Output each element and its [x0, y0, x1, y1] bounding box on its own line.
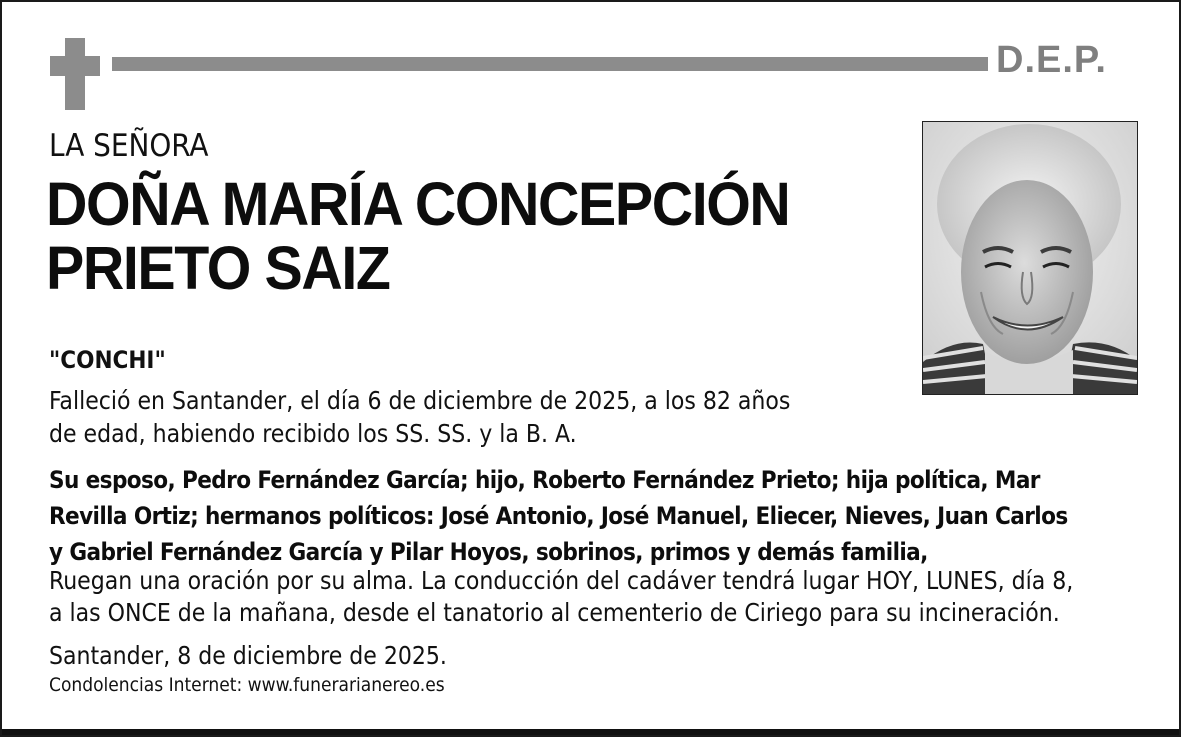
- deceased-intro: LA SEÑORA: [49, 128, 209, 164]
- family-line2: Revilla Ortiz; hermanos políticos: José Antonio, José Manuel, Eliecer, Nieves, Juan Carlos: [49, 502, 1068, 530]
- death-notice-line1: Falleció en Santander, el día 6 de diciembre de 2025, a los 82 años: [49, 386, 791, 415]
- cross-icon: [50, 38, 102, 112]
- dep-label: D.E.P.: [996, 39, 1107, 81]
- service-line1: Ruegan una oración por su alma. La conducción del cadáver tendrá lugar HOY, LUNES, día 8,: [49, 566, 1074, 595]
- bottom-rule: [2, 729, 1179, 735]
- death-notice-line2: de edad, habiendo recibido los SS. SS. y la B. A.: [49, 419, 577, 448]
- family-line3: y Gabriel Fernández García y Pilar Hoyos, sobrinos, primos y demás familia,: [49, 538, 928, 566]
- deceased-name: [46, 172, 789, 300]
- family-line1: Su esposo, Pedro Fernández García; hijo, Roberto Fernández Prieto; hija política, Mar: [49, 466, 1040, 494]
- portrait-photo-graphic: [923, 122, 1137, 394]
- portrait-photo: [922, 121, 1138, 395]
- deceased-name-line1: DOÑA MARÍA CONCEPCIÓN: [46, 170, 790, 238]
- condolences-line: Condolencias Internet: www.funerarianereo.es: [49, 674, 445, 696]
- place-date: Santander, 8 de diciembre de 2025.: [49, 641, 447, 670]
- family-list: [49, 462, 1139, 570]
- deceased-name-line2: PRIETO SAIZ: [46, 234, 390, 302]
- service-line2: a las ONCE de la mañana, desde el tanatorio al cementerio de Ciriego para su incineración.: [49, 598, 1060, 627]
- header-rule: [112, 57, 988, 71]
- deceased-nickname: "CONCHI": [49, 346, 166, 374]
